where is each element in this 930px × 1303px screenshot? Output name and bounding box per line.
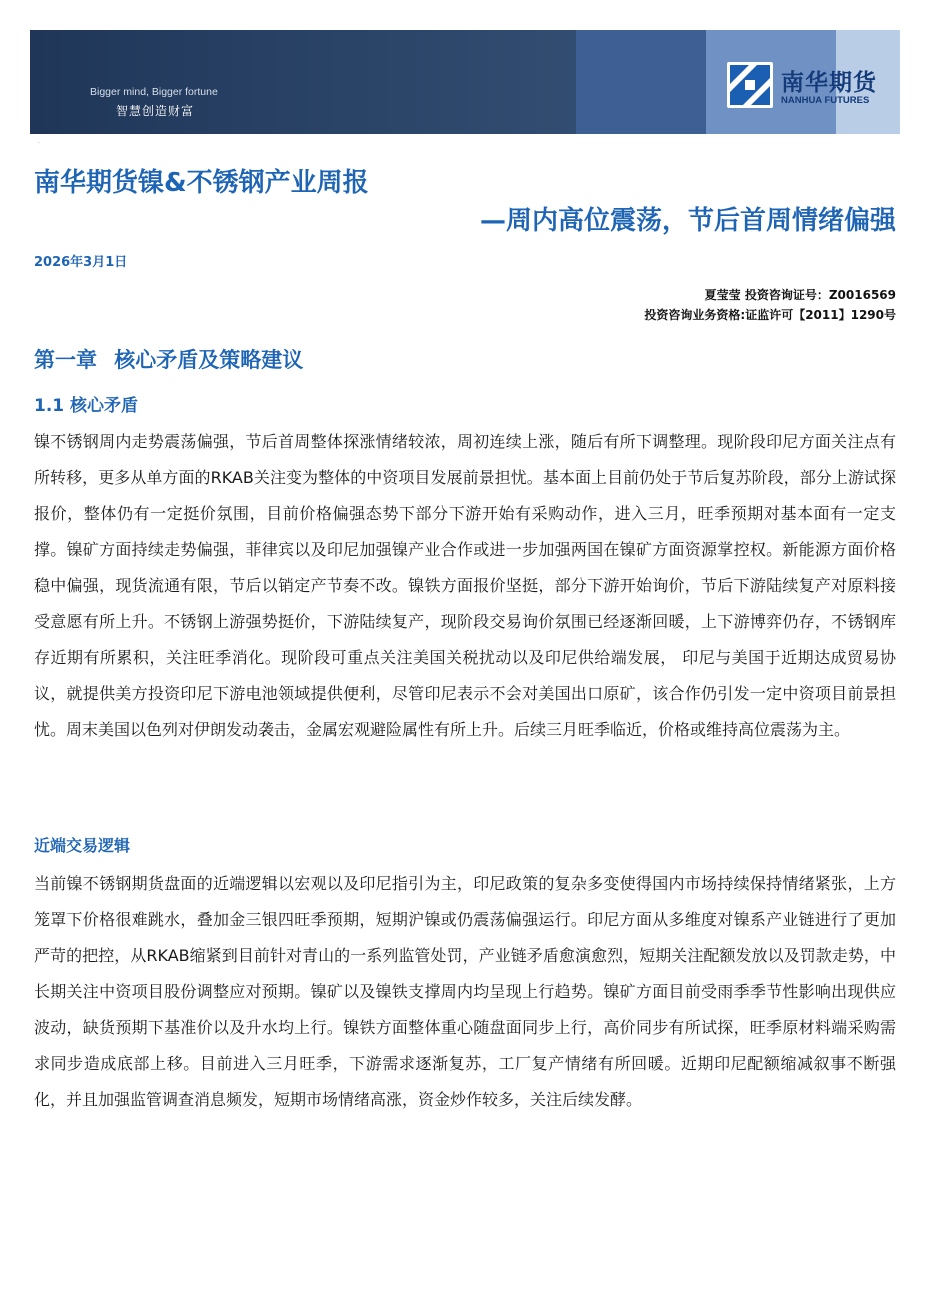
body-paragraph: 当前镍不锈钢期货盘面的近端逻辑以宏观以及印尼指引为主，印尼政策的复杂多变使得国内市场持续保持情绪紧张，上方笼罩下价格很难跳水，叠加金三银四旺季预期，短期沪镍或仍震荡偏强运行。印尼方面从多维度对镍系产业链进行了更加严苛的把控，从RKAB缩紧到目前针对青山的一系列监管处罚，产业链矛盾愈演愈烈，短期关注配额发放以及罚款走势，中长期关注中资项目股份调整应对预期。镍矿以及镍铁支撑周内均呈现上行趋势。镍矿方面目前受雨季季节性影响出现供应波动，缺货预期下基准价以及升水均上行。镍铁方面整体重心随盘面同步上行，高价同步有所试探，旺季原材料端采购需求同步造成底部上移。目前进入三月旺季，下游需求逐渐复苏，工厂复产情绪有所回暖。近期印尼配额缩减叙事不断强化，并且加强监管调查消息频发，短期市场情绪高涨，资金炒作较多，关注后续发酵。 — [34, 874, 896, 1109]
sub-heading: 近端交易逻辑 — [34, 836, 131, 855]
author-credential: 夏莹莹 投资咨询证号：Z0016569 — [704, 288, 896, 302]
logo-text-chinese: 南华期货 — [781, 70, 877, 96]
license-info: 投资咨询业务资格:证监许可【2011】1290号 — [644, 308, 896, 322]
company-logo — [727, 62, 897, 110]
section-heading: 1.1 核心矛盾 — [34, 396, 139, 416]
decorative-dot: · — [38, 140, 40, 147]
chapter-heading: 第一章 核心矛盾及策略建议 — [34, 348, 304, 372]
header-banner — [30, 30, 900, 134]
report-subtitle: —周内高位震荡，节后首周情绪偏强 — [479, 206, 896, 236]
banner-band — [576, 30, 706, 134]
slogan-english: Bigger mind, Bigger fortune — [90, 86, 218, 98]
report-title: 南华期货镍&不锈钢产业周报 — [34, 168, 369, 198]
nanhua-logo-icon — [727, 62, 773, 108]
body-paragraph: 镍不锈钢周内走势震荡偏强，节后首周整体探涨情绪较浓，周初连续上涨，随后有所下调整理。现阶段印尼方面关注点有所转移，更多从单方面的RKAB关注变为整体的中资项目发展前景担忧。基本面上目前仍处于节后复苏阶段，部分上游试探报价，整体仍有一定挺价氛围，目前价格偏强态势下部分下游开始有采购动作，进入三月，旺季预期对基本面有一定支撑。镍矿方面持续走势偏强，菲律宾以及印尼加强镍产业合作或进一步加强两国在镍矿方面资源掌控权。新能源方面价格稳中偏强，现货流通有限，节后以销定产节奏不改。镍铁方面报价坚挺，部分下游开始询价，节后下游陆续复产对原料接受意愿有所上升。不锈钢上游强势挺价，下游陆续复产，现阶段交易询价氛围已经逐渐回暖，上下游博弈仍存，不锈钢库存近期有所累积，关注旺季消化。现阶段可重点关注美国关税扰动以及印尼供给端发展， 印尼与美国于近期达成贸易协议，就提供美方投资印尼下游电池领域提供便利，尽管印尼表示不会对美国出口原矿，该合作仍引发一定中资项目前景担忧。周末美国以色列对伊朗发动袭击，金属宏观避险属性有所上升。后续三月旺季临近，价格或维持高位震荡为主。 — [34, 432, 896, 739]
logo-text-english: NANHUA FUTURES — [781, 95, 870, 106]
report-date: 2026年3月1日 — [34, 255, 128, 270]
slogan-chinese: 智慧创造财富 — [116, 104, 195, 118]
